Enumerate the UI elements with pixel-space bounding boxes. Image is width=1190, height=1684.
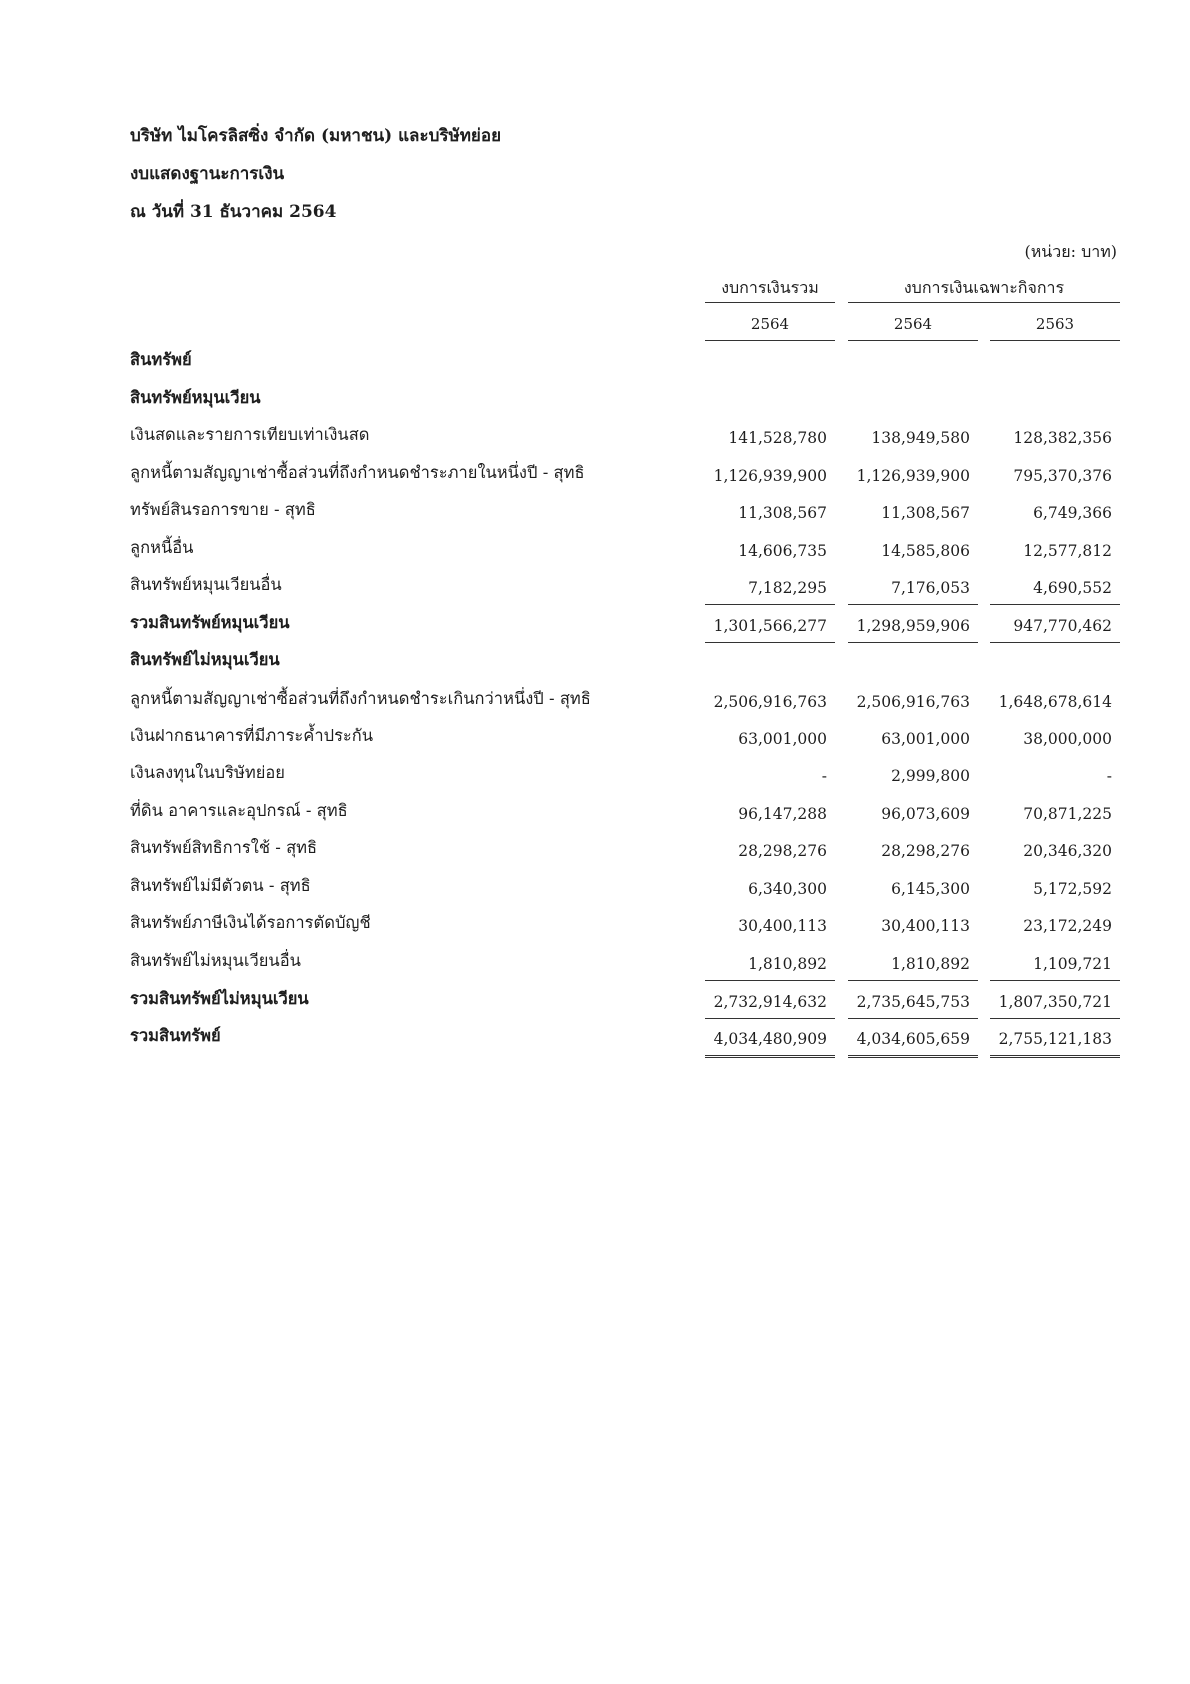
subtotal-rule bbox=[705, 1018, 835, 1019]
grand-total-double-rule bbox=[705, 1055, 835, 1058]
value-separate-2563: 128,382,356 bbox=[1013, 429, 1112, 447]
value-separate-2564: 14,585,806 bbox=[881, 542, 970, 560]
row-label: ลูกหนี้ตามสัญญาเช่าซื้อส่วนที่ถึงกำหนดชำระเกินกว่าหนึ่งปี - สุทธิ bbox=[130, 689, 591, 708]
table-row bbox=[0, 835, 1190, 861]
value-consolidated-2564: 1,810,892 bbox=[748, 955, 827, 973]
value-consolidated-2564: 1,126,939,900 bbox=[713, 467, 827, 485]
column-group-rule bbox=[848, 302, 1120, 303]
section-non-current-assets: สินทรัพย์ไม่หมุนเวียน bbox=[130, 650, 280, 669]
table-row bbox=[0, 422, 1190, 448]
column-group-separate: งบการเงินเฉพาะกิจการ bbox=[903, 278, 1065, 297]
value-separate-2564: 96,073,609 bbox=[881, 805, 970, 823]
value-consolidated-2564: 1,301,566,277 bbox=[713, 617, 827, 635]
table-row bbox=[0, 460, 1190, 486]
year-header: 2563 bbox=[1035, 315, 1075, 333]
total-rule bbox=[848, 642, 978, 643]
value-consolidated-2564: 30,400,113 bbox=[738, 917, 827, 935]
row-label: สินทรัพย์ไม่หมุนเวียนอื่น bbox=[130, 951, 301, 970]
subtotal-rule bbox=[990, 980, 1120, 981]
value-separate-2564: 63,001,000 bbox=[881, 730, 970, 748]
value-separate-2563: 1,109,721 bbox=[1033, 955, 1112, 973]
row-label: ลูกหนี้อื่น bbox=[130, 538, 194, 557]
value-separate-2564: 1,126,939,900 bbox=[856, 467, 970, 485]
row-label: ทรัพย์สินรอการขาย - สุทธิ bbox=[130, 500, 316, 519]
statement-date: ณ วันที่ 31 ธันวาคม 2564 bbox=[130, 202, 337, 222]
value-separate-2563: 5,172,592 bbox=[1033, 880, 1112, 898]
row-label: ลูกหนี้ตามสัญญาเช่าซื้อส่วนที่ถึงกำหนดชำระภายในหนึ่งปี - สุทธิ bbox=[130, 463, 585, 482]
year-rule bbox=[848, 340, 978, 341]
value-separate-2563: 795,370,376 bbox=[1013, 467, 1112, 485]
company-name: บริษัท ไมโครลิสซิ่ง จำกัด (มหาชน) และบริษัทย่อย bbox=[130, 126, 502, 146]
value-separate-2563: 6,749,366 bbox=[1033, 504, 1112, 522]
value-consolidated-2564: 141,528,780 bbox=[728, 429, 827, 447]
value-separate-2564: 138,949,580 bbox=[871, 429, 970, 447]
year-header: 2564 bbox=[750, 315, 790, 333]
table-row bbox=[0, 497, 1190, 523]
value-separate-2564: 2,506,916,763 bbox=[856, 693, 970, 711]
value-separate-2563: 38,000,000 bbox=[1023, 730, 1112, 748]
table-row bbox=[0, 798, 1190, 824]
row-label: สินทรัพย์ภาษีเงินได้รอการตัดบัญชี bbox=[130, 913, 371, 932]
grand-total-row bbox=[0, 1023, 1190, 1049]
section-heading bbox=[0, 647, 1190, 673]
column-group-rule bbox=[705, 302, 835, 303]
row-label: ที่ดิน อาคารและอุปกรณ์ - สุทธิ bbox=[130, 801, 348, 820]
year-rule bbox=[705, 340, 835, 341]
value-separate-2564: 1,810,892 bbox=[891, 955, 970, 973]
section-assets: สินทรัพย์ bbox=[130, 350, 192, 369]
row-label: สินทรัพย์สิทธิการใช้ - สุทธิ bbox=[130, 838, 318, 857]
section-heading bbox=[0, 347, 1190, 373]
value-separate-2563: 20,346,320 bbox=[1023, 842, 1112, 860]
value-consolidated-2564: 2,732,914,632 bbox=[713, 993, 827, 1011]
row-label: เงินลงทุนในบริษัทย่อย bbox=[130, 763, 285, 782]
value-consolidated-2564: 14,606,735 bbox=[738, 542, 827, 560]
value-separate-2563: 70,871,225 bbox=[1023, 805, 1112, 823]
value-separate-2563: - bbox=[1106, 767, 1112, 785]
value-separate-2563: 2,755,121,183 bbox=[998, 1030, 1112, 1048]
table-row bbox=[0, 873, 1190, 899]
table-row bbox=[0, 535, 1190, 561]
year-rule bbox=[990, 340, 1120, 341]
value-separate-2564: 11,308,567 bbox=[881, 504, 970, 522]
row-label: รวมสินทรัพย์ไม่หมุนเวียน bbox=[130, 989, 309, 1008]
section-heading bbox=[0, 385, 1190, 411]
value-separate-2563: 947,770,462 bbox=[1013, 617, 1112, 635]
total-rule bbox=[705, 642, 835, 643]
unit-note: (หน่วย: บาท) bbox=[1024, 242, 1117, 261]
value-separate-2564: 2,999,800 bbox=[891, 767, 970, 785]
subtotal-rule bbox=[848, 1018, 978, 1019]
total-rule bbox=[990, 642, 1120, 643]
value-separate-2564: 28,298,276 bbox=[881, 842, 970, 860]
value-consolidated-2564: 6,340,300 bbox=[748, 880, 827, 898]
value-consolidated-2564: 7,182,295 bbox=[748, 579, 827, 597]
table-row bbox=[0, 910, 1190, 936]
value-consolidated-2564: 63,001,000 bbox=[738, 730, 827, 748]
value-separate-2563: 23,172,249 bbox=[1023, 917, 1112, 935]
value-consolidated-2564: 4,034,480,909 bbox=[713, 1030, 827, 1048]
row-label: เงินฝากธนาคารที่มีภาระค้ำประกัน bbox=[130, 726, 374, 745]
subtotal-rule bbox=[705, 980, 835, 981]
value-separate-2564: 2,735,645,753 bbox=[856, 993, 970, 1011]
value-consolidated-2564: 28,298,276 bbox=[738, 842, 827, 860]
value-separate-2563: 1,648,678,614 bbox=[998, 693, 1112, 711]
table-row bbox=[0, 723, 1190, 749]
value-separate-2563: 4,690,552 bbox=[1033, 579, 1112, 597]
value-separate-2564: 1,298,959,906 bbox=[856, 617, 970, 635]
value-consolidated-2564: 2,506,916,763 bbox=[713, 693, 827, 711]
year-header: 2564 bbox=[893, 315, 933, 333]
row-label: รวมสินทรัพย์หมุนเวียน bbox=[130, 613, 290, 632]
table-row bbox=[0, 760, 1190, 786]
value-separate-2564: 7,176,053 bbox=[891, 579, 970, 597]
grand-total-double-rule bbox=[848, 1055, 978, 1058]
subtotal-rule bbox=[705, 604, 835, 605]
value-separate-2564: 6,145,300 bbox=[891, 880, 970, 898]
grand-total-double-rule bbox=[990, 1055, 1120, 1058]
value-consolidated-2564: 96,147,288 bbox=[738, 805, 827, 823]
subtotal-rule bbox=[990, 604, 1120, 605]
value-separate-2563: 1,807,350,721 bbox=[998, 993, 1112, 1011]
row-label: เงินสดและรายการเทียบเท่าเงินสด bbox=[130, 425, 370, 444]
value-consolidated-2564: 11,308,567 bbox=[738, 504, 827, 522]
table-row bbox=[0, 948, 1190, 974]
row-label: สินทรัพย์หมุนเวียนอื่น bbox=[130, 575, 282, 594]
subtotal-rule bbox=[990, 1018, 1120, 1019]
table-row bbox=[0, 572, 1190, 598]
value-consolidated-2564: - bbox=[821, 767, 827, 785]
total-row bbox=[0, 986, 1190, 1012]
value-separate-2563: 12,577,812 bbox=[1023, 542, 1112, 560]
section-current-assets: สินทรัพย์หมุนเวียน bbox=[130, 388, 261, 407]
row-label: สินทรัพย์ไม่มีตัวตน - สุทธิ bbox=[130, 876, 311, 895]
value-separate-2564: 30,400,113 bbox=[881, 917, 970, 935]
subtotal-rule bbox=[848, 980, 978, 981]
subtotal-rule bbox=[848, 604, 978, 605]
table-row bbox=[0, 686, 1190, 712]
total-row bbox=[0, 610, 1190, 636]
value-separate-2564: 4,034,605,659 bbox=[856, 1030, 970, 1048]
statement-title: งบแสดงฐานะการเงิน bbox=[130, 164, 285, 184]
row-label: รวมสินทรัพย์ bbox=[130, 1026, 221, 1045]
column-group-consolidated: งบการเงินรวม bbox=[721, 278, 819, 297]
